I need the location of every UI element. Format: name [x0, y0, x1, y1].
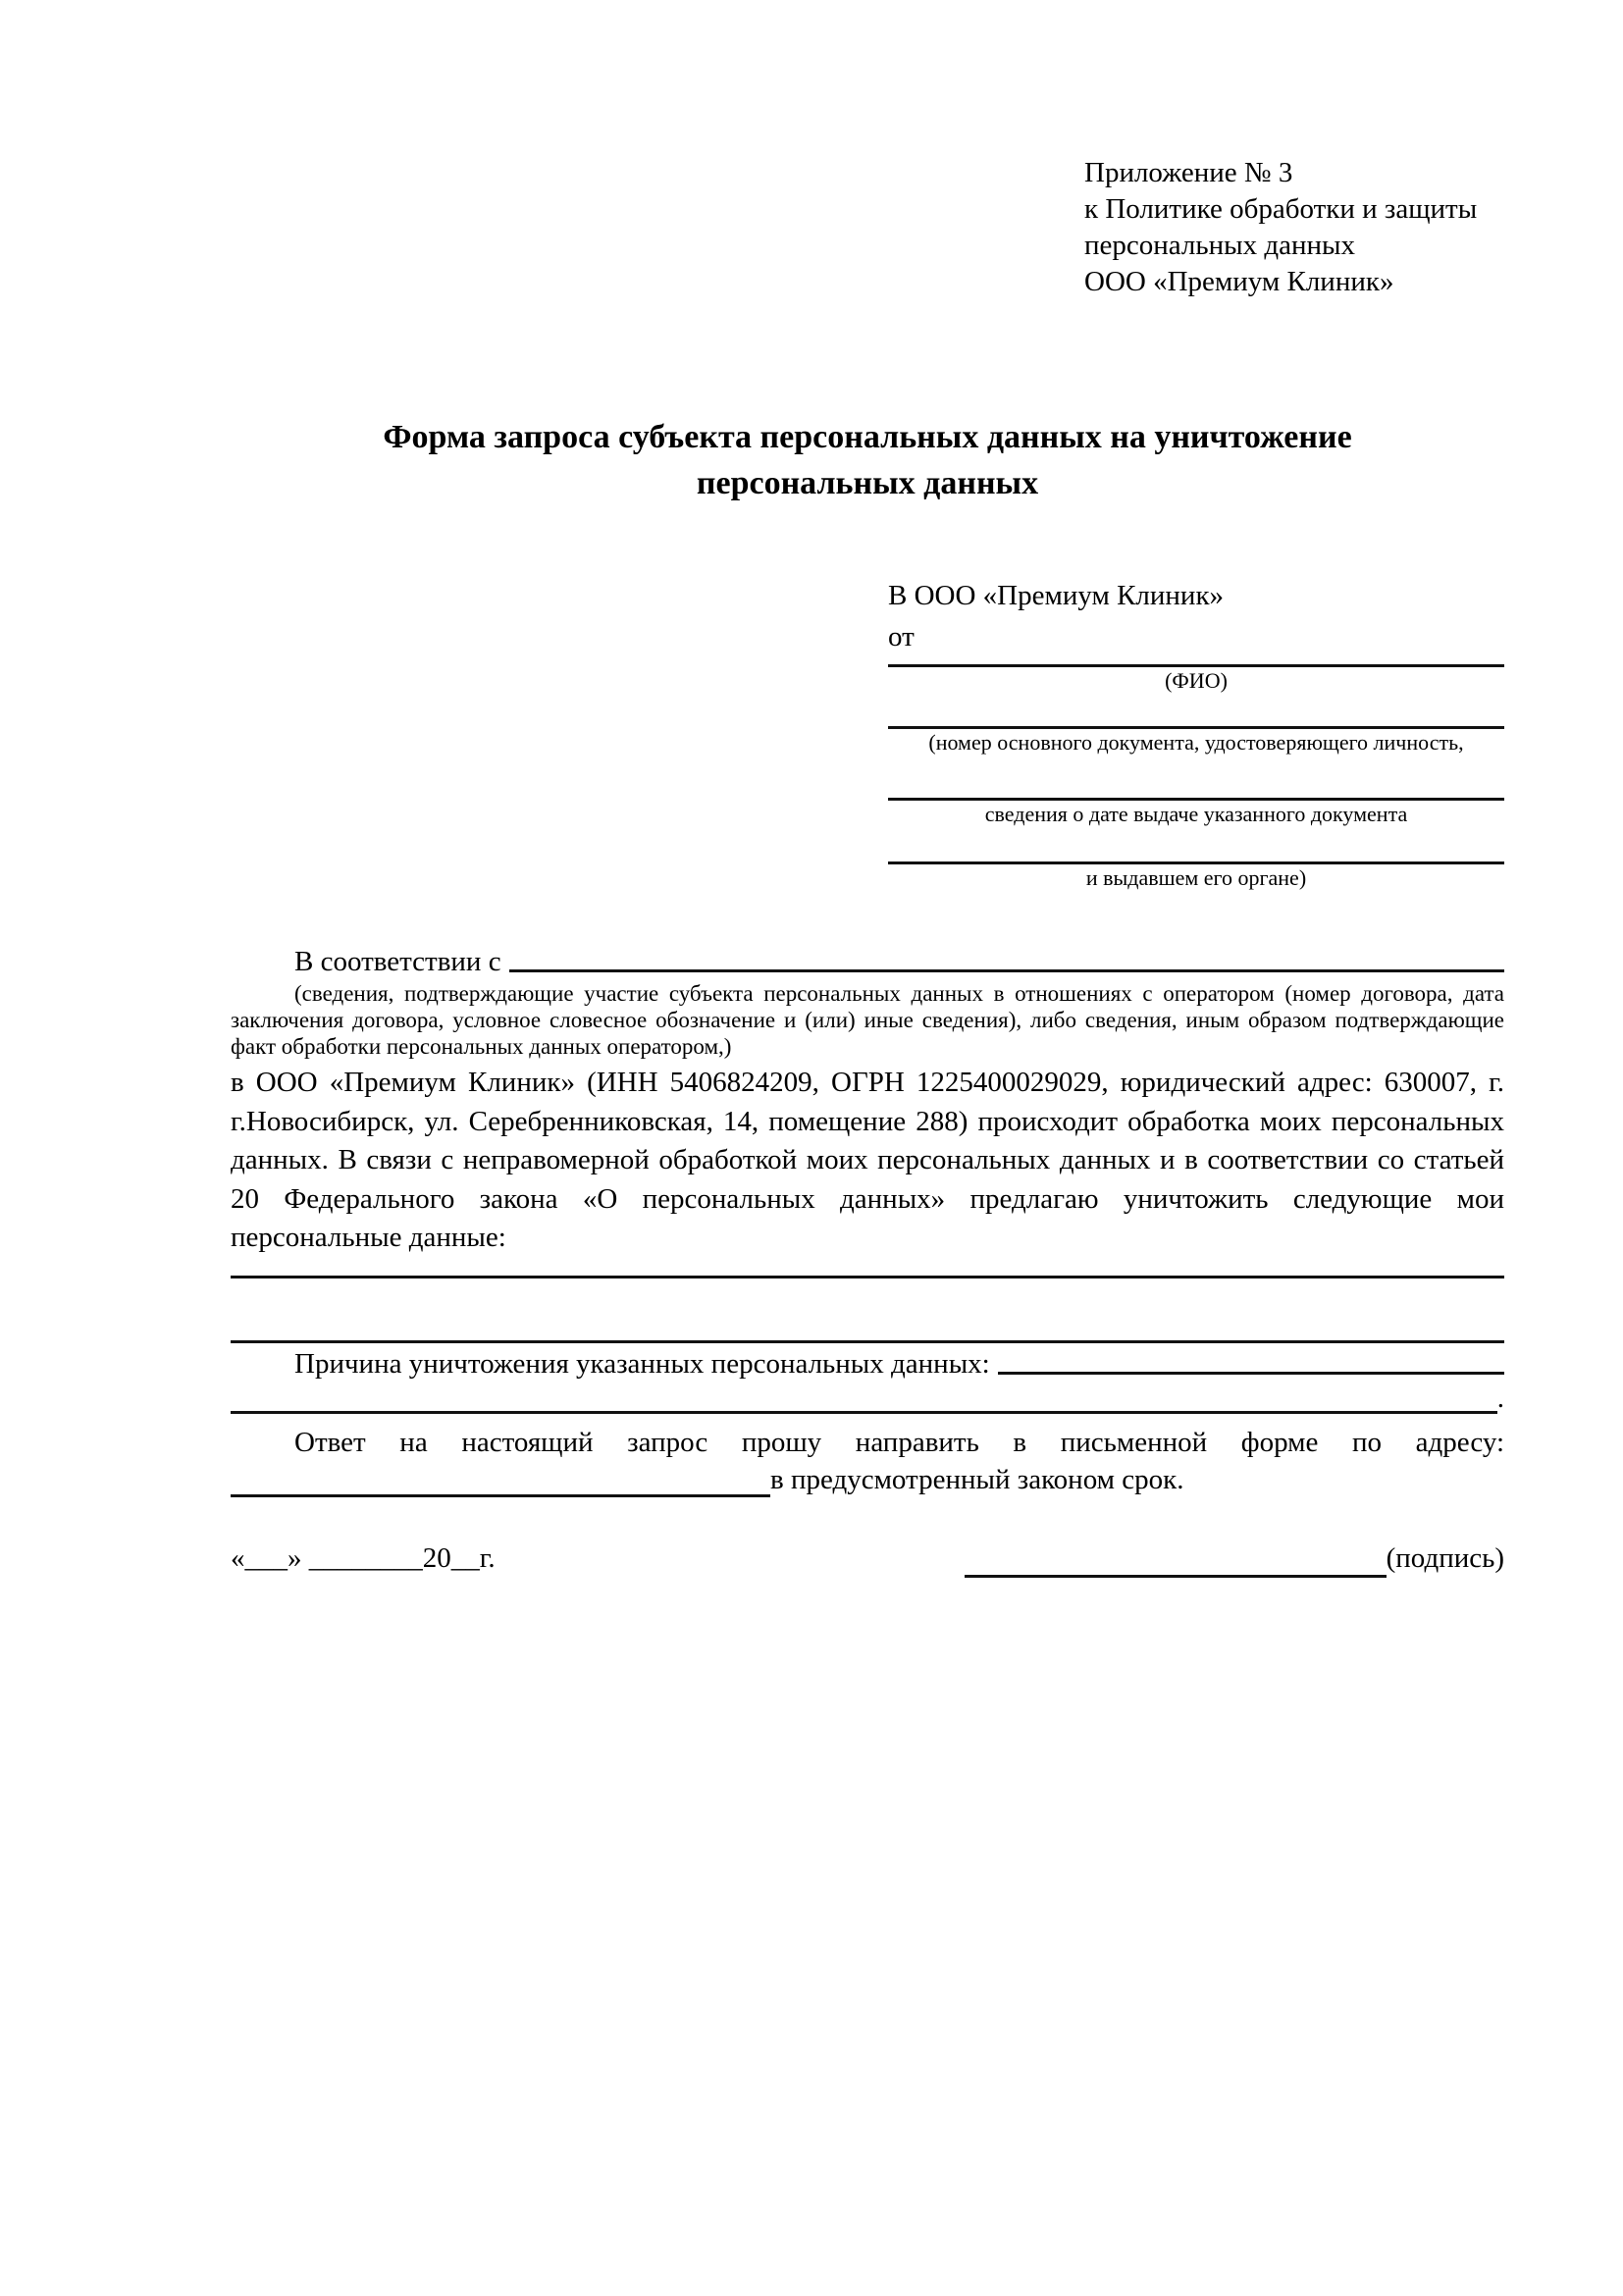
answer-sentence: Ответ на настоящий запрос прошу направить в письменной форме по адресу: [294, 1426, 1504, 1458]
policy-reference-line-2: персональных данных [1084, 230, 1356, 261]
reason-line [231, 1345, 1504, 1383]
personal-data-fill-line-2 [231, 1340, 1504, 1343]
issue-date-caption: сведения о дате выдаче указанного документа [984, 802, 1408, 826]
signature-fill-line [965, 1548, 1387, 1578]
personal-data-fill-line-1 [231, 1276, 1504, 1278]
reason-period: . [1496, 1382, 1504, 1414]
document-number-caption: (номер основного документа, удостоверяющего личность, [928, 730, 1464, 755]
main-paragraph: в ООО «Премиум Клиник» (ИНН 5406824209, ОГРН 1225400029029, юридический адрес: 630007, г. г.Новосибирск, ул. Серебренниковская, 14, помещение 288) происходит обработка моих персональных данных. В связи с неправомерной обработкой моих персональных данных и в соответствии со статьей 20 Федерального закона «О персональных данных» предлагаю уничтожить следующие мои персональные данные: [231, 1067, 1504, 1253]
accordance-line [231, 943, 1504, 980]
appendix-number: Приложение № 3 [1084, 157, 1293, 188]
addressee-block [888, 575, 1504, 892]
issuing-authority-caption: и выдавшем его органе) [1085, 865, 1307, 890]
document-title: Форма запроса субъекта персональных данных на уничтожение персональных данных [383, 419, 1352, 501]
address-fill-line [231, 1470, 770, 1497]
date-line: «___» ________20__г. [231, 1541, 496, 1574]
reason-continuation-line [231, 1383, 1504, 1414]
fine-print-clause: (сведения, подтверждающие участие субъекта персональных данных в отношениях с оператором (номер договора, дата заключения договора, условное словесное обозначение и (или) иные сведения), либо сведения, иным образом подтверждающие факт обработки персональных данных оператором,) [231, 981, 1504, 1059]
reason-fill-line [998, 1345, 1504, 1375]
reason-label: Причина уничтожения указанных персональных данных: [294, 1347, 990, 1380]
date-signature-row [231, 1539, 1504, 1578]
answer-tail: в предусмотренный законом срок. [770, 1463, 1184, 1495]
answer-address-line [231, 1462, 1504, 1497]
document-content [231, 0, 1504, 1578]
appendix-header-note [1084, 155, 1504, 300]
reason-fill-line-2 [231, 1388, 1497, 1414]
addressee-to: В ООО «Премиум Клиник» [888, 580, 1225, 611]
organization-name: ООО «Премиум Клиник» [1084, 266, 1394, 297]
signature-group [965, 1539, 1504, 1578]
addressee-from: от [888, 621, 915, 652]
fio-caption: (ФИО) [1165, 668, 1228, 693]
accordance-label: В соответствии с [294, 946, 501, 977]
signature-caption: (подпись) [1386, 1541, 1504, 1574]
accordance-fill-line [509, 943, 1504, 972]
policy-reference-line-1: к Политике обработки и защиты [1084, 193, 1478, 225]
